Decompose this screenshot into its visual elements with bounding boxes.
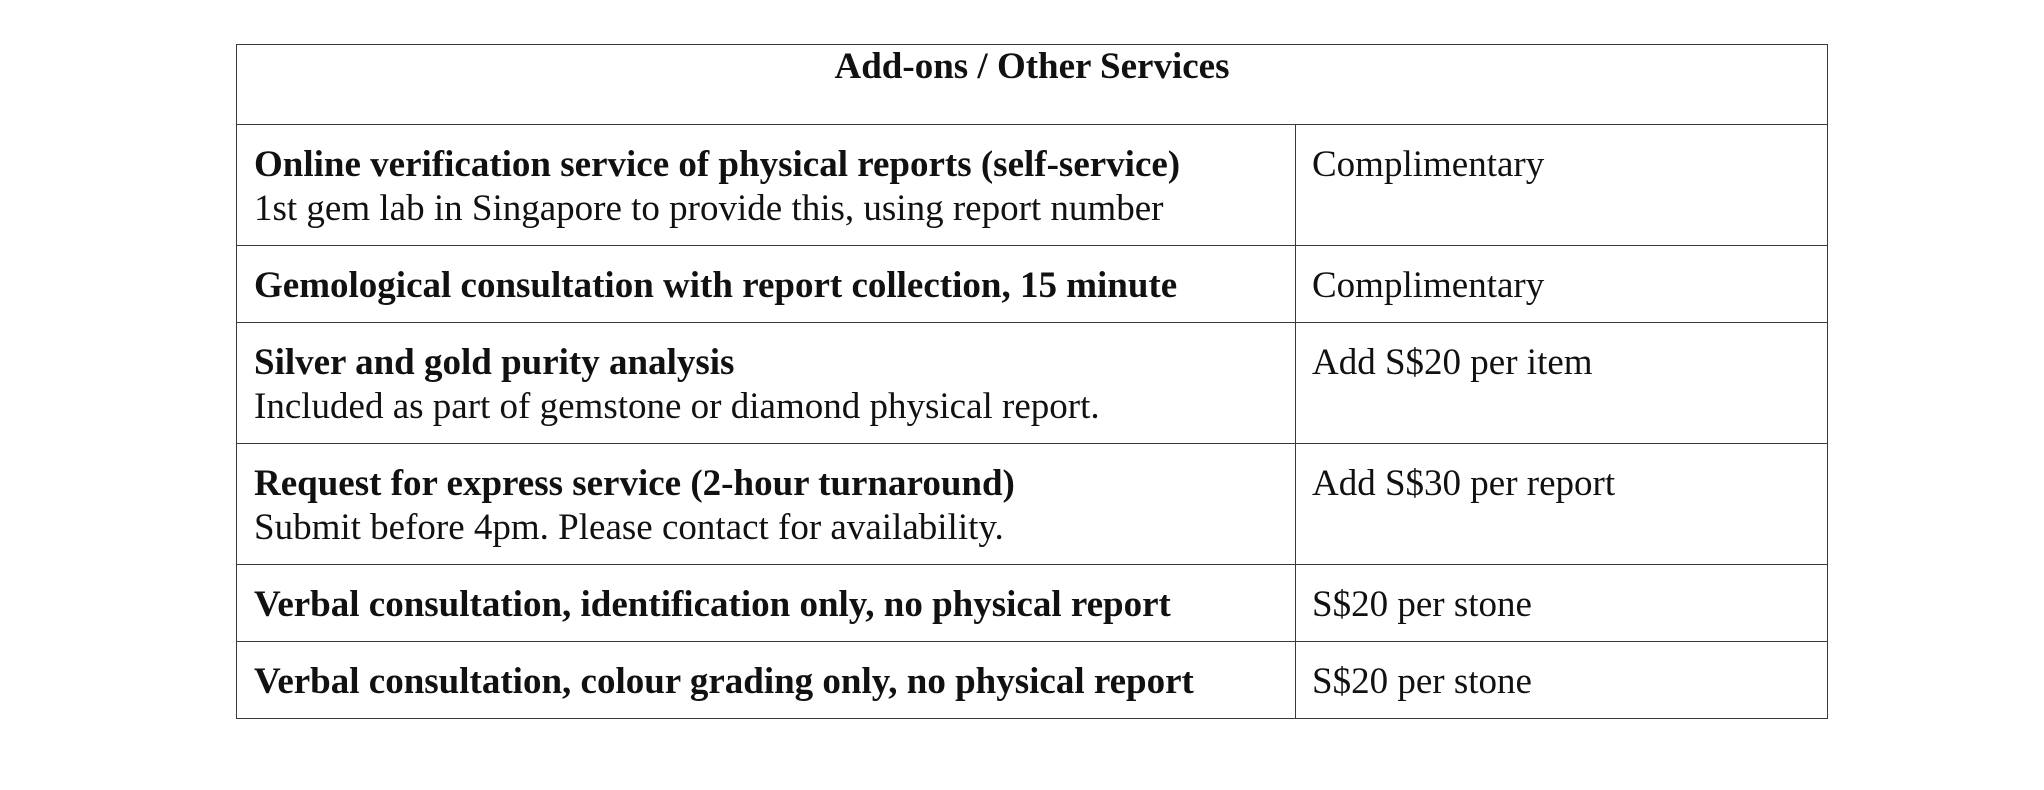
service-price: S$20 per stone: [1296, 642, 1828, 719]
service-description-cell: [237, 125, 1296, 246]
table-row: [237, 323, 1828, 444]
service-name: Online verification service of physical reports (self-service): [254, 144, 1181, 185]
table-row: [237, 125, 1828, 246]
service-price: S$20 per stone: [1296, 565, 1828, 642]
service-note: Included as part of gemstone or diamond physical report.: [254, 386, 1100, 427]
table-row: [237, 565, 1828, 642]
service-note: 1st gem lab in Singapore to provide this, using report number: [254, 188, 1164, 229]
service-price: Add S$20 per item: [1296, 323, 1828, 444]
table-header-row: [237, 45, 1828, 125]
table-title: Add-ons / Other Services: [237, 45, 1828, 125]
service-description-cell: [237, 565, 1296, 642]
service-description-cell: [237, 323, 1296, 444]
service-description-cell: [237, 444, 1296, 565]
service-description-cell: [237, 642, 1296, 719]
service-description-cell: [237, 246, 1296, 323]
table-row: [237, 444, 1828, 565]
service-name: Verbal consultation, identification only, no physical report: [254, 584, 1171, 625]
service-price: Complimentary: [1296, 125, 1828, 246]
service-name: Request for express service (2-hour turnaround): [254, 463, 1015, 504]
table-row: [237, 642, 1828, 719]
service-price: Add S$30 per report: [1296, 444, 1828, 565]
service-name: Gemological consultation with report collection, 15 minute: [254, 265, 1178, 306]
service-name: Silver and gold purity analysis: [254, 342, 735, 383]
service-price: Complimentary: [1296, 246, 1828, 323]
table-row: [237, 246, 1828, 323]
service-name: Verbal consultation, colour grading only, no physical report: [254, 661, 1194, 702]
service-note: Submit before 4pm. Please contact for availability.: [254, 507, 1004, 548]
services-table: [236, 44, 1828, 719]
